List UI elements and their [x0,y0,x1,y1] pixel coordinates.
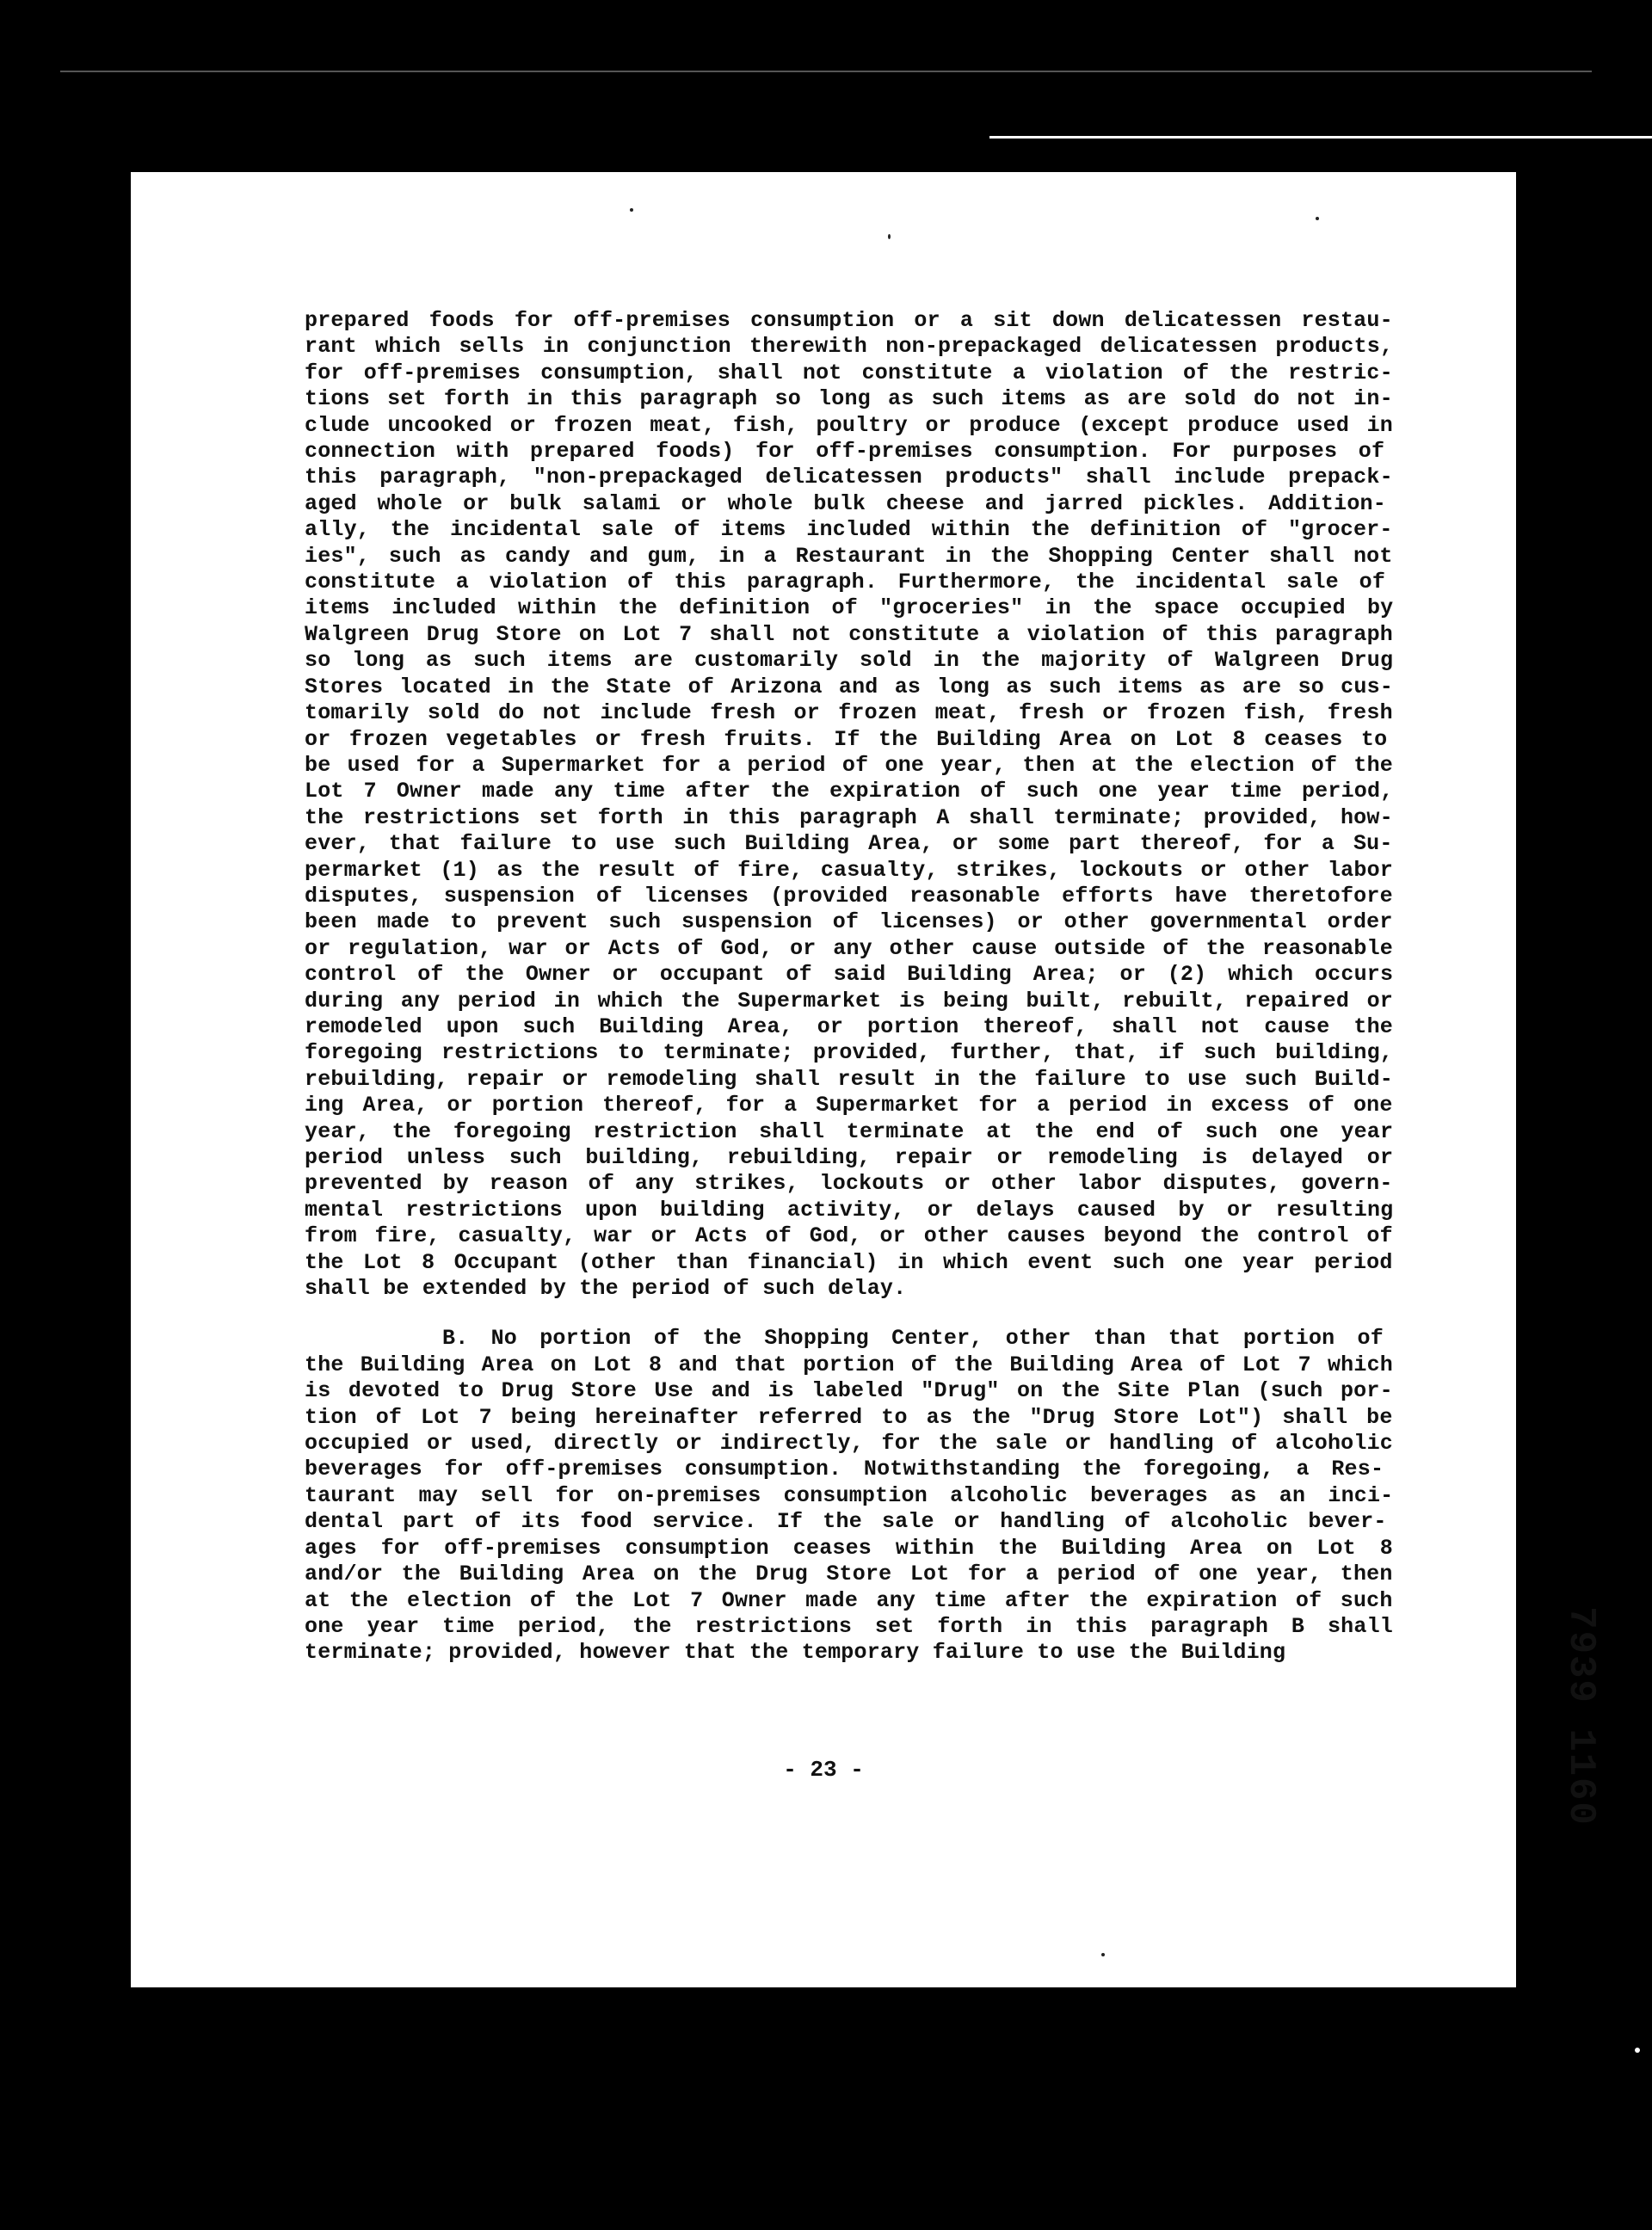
text-line [305,595,1393,621]
text-line-content: control of the Owner or occupant of said Building Area; or (2) which occurs [305,962,1394,988]
text-line [305,727,1393,753]
text-line-content: foregoing restrictions to terminate; provided, further, that, if such building, [305,1040,1393,1066]
page-number: - 23 - [783,1757,864,1783]
text-line [305,1276,1393,1302]
text-line-content: Walgreen Drug Store on Lot 7 shall not constitute a violation of this paragraph [305,621,1393,647]
text-line-content: during any period in which the Supermarket is being built, rebuilt, repaired or [305,988,1393,1013]
text-line [305,753,1393,779]
text-line-content: beverages for off-premises consumption. Notwithstanding the foregoing, a Res- [305,1457,1384,1482]
text-line-content: is devoted to Drug Store Use and is labeled "Drug" on the Site Plan (such por- [305,1378,1393,1404]
text-line-content: at the election of the Lot 7 Owner made any time after the expiration of such [305,1587,1393,1613]
text-line-content: from fire, casualty, war or Acts of God, or other causes beyond the control of [305,1223,1393,1249]
text-line [305,675,1393,700]
text-line [305,1014,1393,1040]
text-line [305,1171,1393,1197]
scan-speck [1635,2048,1640,2053]
margin-stamp-text: 7939 1160 [1559,1606,1602,1827]
scan-speck [630,208,633,212]
text-line-content: shall be extended by the period of such delay. [305,1276,907,1302]
scan-artifact [989,136,1652,139]
text-line [305,1509,1393,1535]
text-line [305,1326,1393,1352]
text-line-content: terminate; provided, however that the temporary failure to use the Building [305,1640,1286,1666]
text-line [305,700,1393,726]
text-line [305,517,1393,543]
text-line [305,334,1393,360]
text-line-content: or regulation, war or Acts of God, or any other cause outside of the reasonable [305,935,1393,961]
text-line-content: connection with prepared foods) for off-premises consumption. For purposes of [305,439,1385,465]
text-line [305,1067,1393,1093]
scan-speck [1101,1953,1105,1956]
document-page [131,172,1602,1987]
text-line [305,1536,1393,1562]
text-line [305,831,1393,857]
text-line [305,1640,1393,1666]
text-line-content: rant which sells in conjunction therewith non-prepackaged delicatessen products, [305,334,1394,360]
text-line [305,805,1393,831]
text-line [305,386,1393,412]
text-line-content: for off-premises consumption, shall not constitute a violation of the restric- [305,360,1393,385]
text-line [305,884,1393,909]
text-line-content: so long as such items are customarily sold in the majority of Walgreen Drug [305,648,1394,674]
text-line [305,909,1393,935]
text-line-content: tions set forth in this paragraph so long as such items as are sold do not in- [305,386,1393,412]
text-line-content: B. No portion of the Shopping Center, other than that portion of [442,1326,1384,1352]
text-line-content: clude uncooked or frozen meat, fish, poultry or produce (except produce used in [305,412,1393,438]
text-line-content: tion of Lot 7 being hereinafter referred to as the "Drug Store Lot") shall be [305,1404,1393,1430]
scan-speck [1316,217,1319,220]
text-line-content: Lot 7 Owner made any time after the expiration of such one year time period, [305,779,1394,804]
text-line [305,1457,1393,1482]
text-line-content: disputes, suspension of licenses (provided reasonable efforts have theretofore [305,883,1393,909]
text-line [305,1562,1393,1587]
text-line-content: period unless such building, rebuilding, repair or remodeling is delayed or [305,1145,1394,1170]
text-line-content: and/or the Building Area on the Drug Store Lot for a period of one year, then [305,1562,1393,1587]
text-line-content: the Lot 8 Occupant (other than financial) in which event such one year period [305,1249,1393,1275]
text-line-content: the Building Area on Lot 8 and that portion of the Building Area of Lot 7 which [305,1352,1393,1377]
text-line [305,360,1393,386]
text-line [305,1093,1393,1118]
text-line [305,1483,1393,1509]
text-line-content: or frozen vegetables or fresh fruits. If the Building Area on Lot 8 ceases to [305,726,1388,752]
text-line [305,1588,1393,1614]
text-line-content: tomarily sold do not include fresh or frozen meat, fresh or frozen fish, fresh [305,700,1393,726]
text-line-content: be used for a Supermarket for a period of one year, then at the election of the [305,752,1393,778]
text-line [305,962,1393,988]
text-line [305,1405,1393,1431]
text-line-content: one year time period, the restrictions set forth in this paragraph B shall [305,1613,1393,1639]
text-line-content: constitute a violation of this paragraph. Furthermore, the incidental sale of [305,570,1386,595]
text-line [305,1352,1393,1378]
text-line-content: items included within the definition of "groceries" in the space occupied by [305,595,1394,621]
text-line-content: rebuilding, repair or remodeling shall result in the failure to use such Build- [305,1066,1393,1092]
text-line [305,648,1393,674]
text-line [305,570,1393,595]
text-line-content: been made to prevent such suspension of licenses) or other governmental order [305,909,1393,935]
text-line-content: ever, that failure to use such Building Area, or some part thereof, for a Su- [305,831,1393,857]
text-line [305,1614,1393,1640]
text-line [305,779,1393,804]
text-line-content: Stores located in the State of Arizona and as long as such items as are so cus- [305,674,1393,699]
text-line-content: prepared foods for off-premises consumption or a sit down delicatessen restau- [305,308,1393,333]
text-line [305,1145,1393,1171]
text-line-content: dental part of its food service. If the sale or handling of alcoholic bever- [305,1509,1387,1535]
text-line [305,989,1393,1014]
text-line [305,622,1393,648]
text-line-content: mental restrictions upon building activity, or delays caused by or resulting [305,1197,1394,1223]
text-line-content: occupied or used, directly or indirectly, for the sale or handling of alcoholic [305,1431,1393,1457]
paragraph-a [305,308,1393,1302]
text-line-content: prevented by reason of any strikes, lockouts or other labor disputes, govern- [305,1171,1393,1197]
text-line-content: taurant may sell for on-premises consumption alcoholic beverages as an inci- [305,1482,1394,1508]
text-line [305,413,1393,439]
text-line [305,936,1393,962]
text-line [305,491,1393,517]
text-line [305,1250,1393,1276]
scan-speck [888,234,891,239]
text-line-content: ing Area, or portion thereof, for a Supermarket for a period in excess of one [305,1093,1393,1118]
text-line [305,544,1393,570]
text-line [305,1431,1393,1457]
text-line-content: this paragraph, "non-prepackaged delicatessen products" shall include prepack- [305,465,1393,490]
text-line [305,1378,1393,1404]
text-line [305,1119,1393,1145]
text-line [305,1223,1393,1249]
text-line-content: ies", such as candy and gum, in a Restaurant in the Shopping Center shall not [305,543,1393,569]
body-text [305,308,1393,1666]
text-line-content: remodeled upon such Building Area, or portion thereof, shall not cause the [305,1013,1393,1039]
text-line-content: ages for off-premises consumption ceases within the Building Area on Lot 8 [305,1535,1393,1561]
text-line-content: permarket (1) as the result of fire, casualty, strikes, lockouts or other labor [305,857,1393,883]
text-line-content: ally, the incidental sale of items included within the definition of "grocer- [305,517,1393,543]
text-line [305,308,1393,334]
text-line [305,1040,1393,1066]
text-line [305,1198,1393,1223]
text-line [305,465,1393,490]
text-line-content: aged whole or bulk salami or whole bulk cheese and jarred pickles. Addition- [305,490,1386,516]
text-line-content: year, the foregoing restriction shall terminate at the end of such one year [305,1118,1394,1144]
margin-stamp [1555,1579,1606,1854]
scan-artifact [60,71,1592,72]
text-line [305,858,1393,884]
text-line [305,439,1393,465]
paragraph-b [305,1326,1393,1666]
text-line-content: the restrictions set forth in this paragraph A shall terminate; provided, how- [305,804,1393,830]
